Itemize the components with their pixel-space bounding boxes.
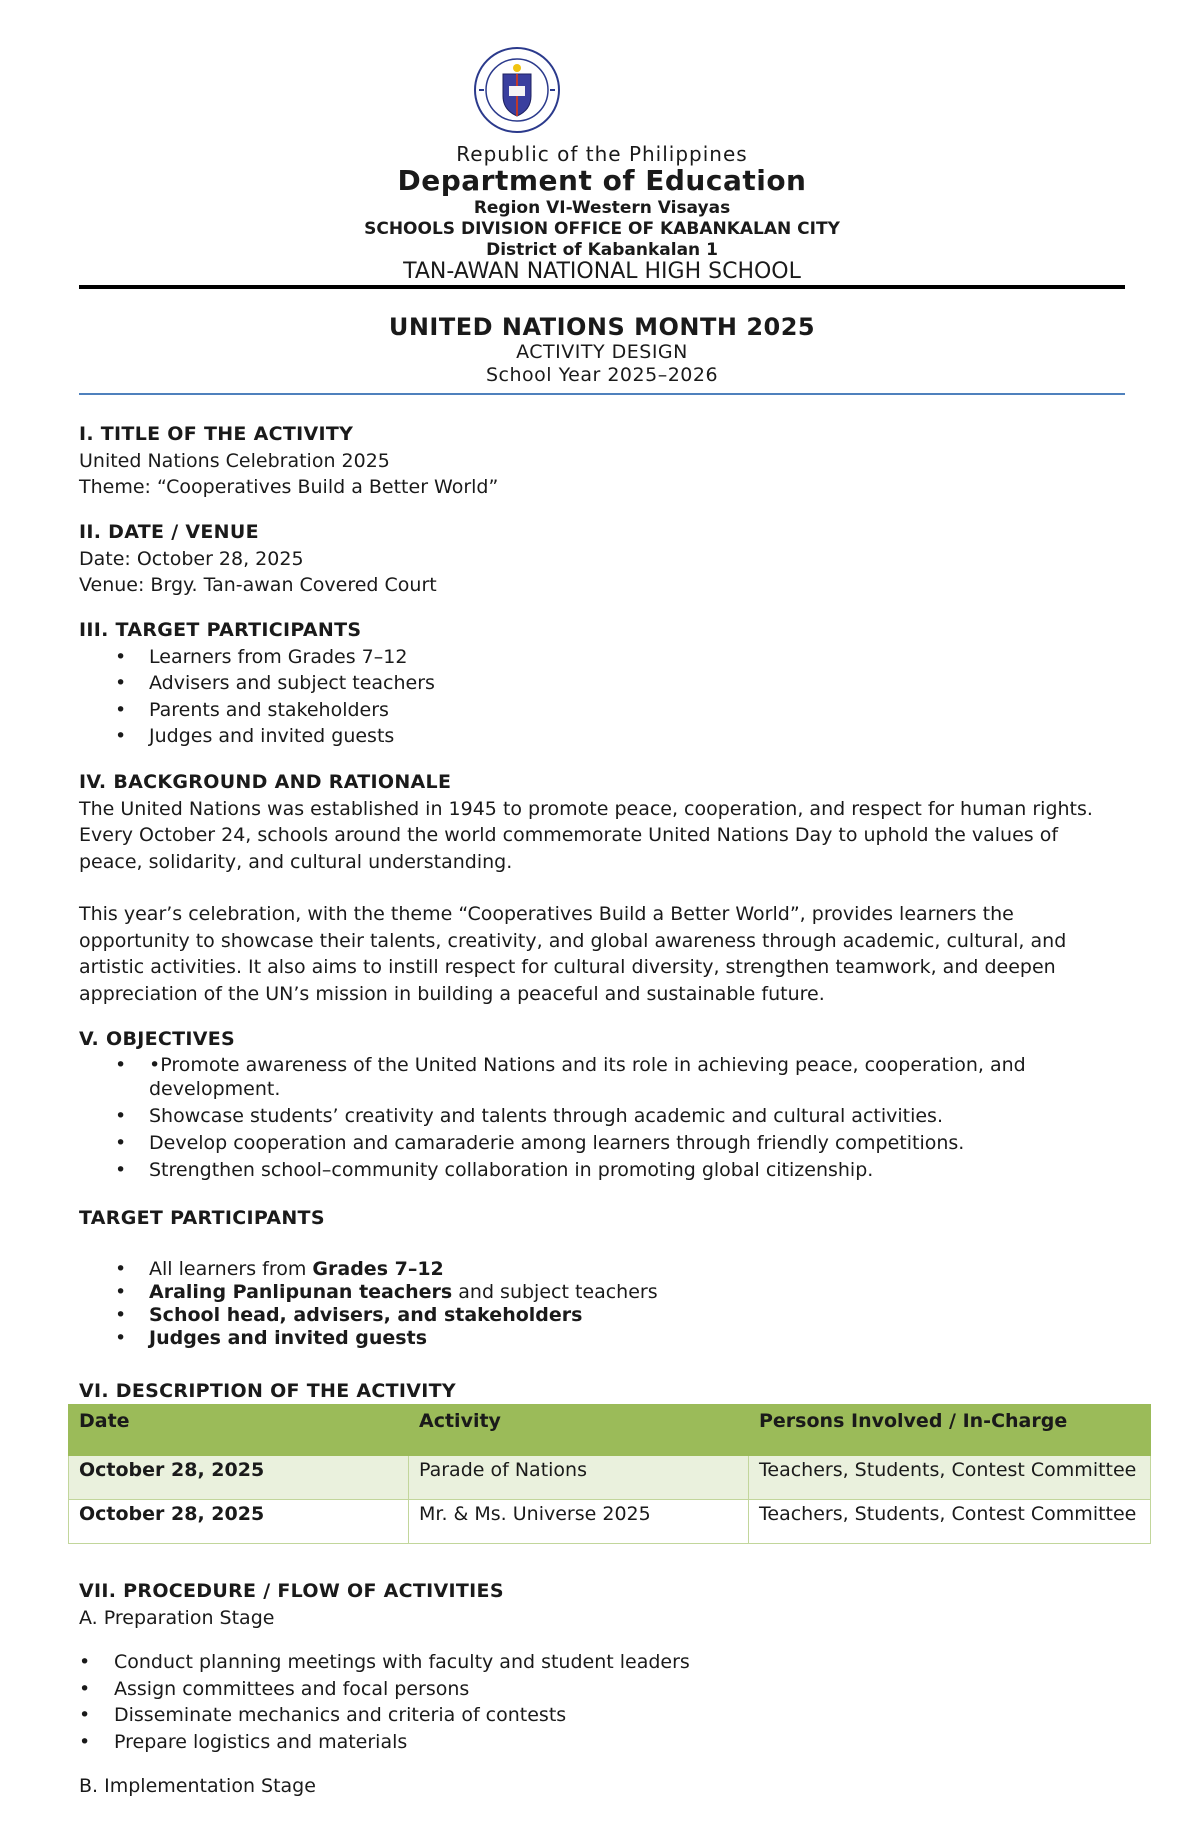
cell-persons: Teachers, Students, Contest Committee: [749, 1456, 1151, 1500]
list-item: • Learners from Grades 7–12: [79, 644, 1125, 671]
stage-a-label: A. Preparation Stage: [79, 1606, 275, 1629]
list-item: • All learners from Grades 7–12: [79, 1258, 1125, 1281]
header-division: SCHOOLS DIVISION OFFICE OF KABANKALAN CITY: [364, 219, 840, 239]
header-school: TAN-AWAN NATIONAL HIGH SCHOOL: [403, 259, 801, 284]
header-district: District of Kabankalan 1: [486, 240, 718, 260]
section-background-rationale: [79, 769, 1125, 1007]
list-item: • Prepare logistics and materials: [79, 1729, 1125, 1756]
list-item: • Araling Panlipunan teachers and subject teachers: [79, 1281, 1125, 1304]
objectives-list: [79, 1053, 1125, 1182]
activity-theme: Theme: “Cooperatives Build a Better World”: [79, 476, 499, 498]
section-heading: III. TARGET PARTICIPANTS: [79, 619, 362, 641]
list-item: • Strengthen school–community collaboration in promoting global citizenship.: [79, 1158, 1125, 1182]
deped-seal-logo: [473, 46, 561, 134]
column-header-date: Date: [69, 1405, 409, 1456]
section-target-participants-2: [79, 1205, 1125, 1350]
list-item: • •Promote awareness of the United Nations and its role in achieving peace, cooperation, and development.: [79, 1053, 1125, 1101]
section-heading: VII. PROCEDURE / FLOW OF ACTIVITIES: [79, 1580, 504, 1602]
section-date-venue: [79, 519, 1125, 599]
list-item: • Judges and invited guests: [79, 1327, 1125, 1350]
cell-date: October 28, 2025: [69, 1500, 409, 1544]
list-item: • Showcase students’ creativity and talents through academic and cultural activities.: [79, 1104, 1125, 1128]
activity-name: United Nations Celebration 2025: [79, 449, 390, 472]
preparation-list: [79, 1649, 1125, 1755]
cell-persons: Teachers, Students, Contest Committee: [749, 1500, 1151, 1544]
list-item: • School head, advisers, and stakeholders: [79, 1304, 1125, 1327]
activity-date: Date: October 28, 2025: [79, 547, 304, 570]
table-row: [69, 1456, 1151, 1500]
section-heading: V. OBJECTIVES: [79, 1028, 236, 1050]
section-objectives: [79, 1026, 1125, 1182]
list-item: • Conduct planning meetings with faculty and student leaders: [79, 1649, 1125, 1676]
list-item: • Disseminate mechanics and criteria of contests: [79, 1702, 1125, 1729]
list-item: • Advisers and subject teachers: [79, 670, 1125, 697]
section-target-participants: [79, 617, 1125, 750]
header-republic: Republic of the Philippines: [456, 142, 748, 166]
document-title: UNITED NATIONS MONTH 2025: [388, 313, 816, 341]
section-heading: I. TITLE OF THE ACTIVITY: [79, 423, 354, 445]
section-heading: II. DATE / VENUE: [79, 521, 259, 543]
background-paragraph-2: This year’s celebration, with the theme “Cooperatives Build a Better World”, provides learners the opportunity to showcase their talents, creativity, and global awareness through academic, cultural, and artistic activities. It also aims to instill respect for cultural diversity, strengthen teamwork, and deepen appreciation of the UN’s mission in building a peaceful and sustainable future.: [79, 903, 1067, 1005]
participants-list: [79, 644, 1125, 750]
table-row: [69, 1500, 1151, 1544]
table-header-row: [69, 1405, 1151, 1456]
header-region: Region VI-Western Visayas: [473, 198, 731, 218]
stage-b-label: B. Implementation Stage: [79, 1775, 316, 1797]
activity-table: [68, 1404, 1151, 1544]
section-heading: VI. DESCRIPTION OF THE ACTIVITY: [79, 1380, 456, 1402]
section-title-of-activity: [79, 421, 1125, 501]
list-item: • Parents and stakeholders: [79, 697, 1125, 724]
cell-activity: Parade of Nations: [409, 1456, 749, 1500]
activity-venue: Venue: Brgy. Tan-awan Covered Court: [79, 574, 437, 596]
header-divider: [79, 285, 1125, 289]
column-header-persons: Persons Involved / In-Charge: [749, 1405, 1151, 1456]
header-department: Department of Education: [397, 164, 807, 197]
list-item: • Judges and invited guests: [79, 723, 1125, 750]
document-subtitle: ACTIVITY DESIGN: [516, 341, 688, 363]
section-heading: TARGET PARTICIPANTS: [79, 1207, 325, 1229]
column-header-activity: Activity: [409, 1405, 749, 1456]
title-divider: [79, 393, 1125, 395]
cell-date: October 28, 2025: [69, 1456, 409, 1500]
section-heading: IV. BACKGROUND AND RATIONALE: [79, 771, 452, 793]
list-item: • Assign committees and focal persons: [79, 1676, 1125, 1703]
section-procedure: [79, 1578, 1125, 1800]
school-year: School Year 2025–2026: [485, 364, 719, 386]
section-description: [79, 1378, 1125, 1405]
list-item: • Develop cooperation and camaraderie among learners through friendly competitions.: [79, 1131, 1125, 1155]
cell-activity: Mr. & Ms. Universe 2025: [409, 1500, 749, 1544]
participants-list-2: [79, 1258, 1125, 1350]
background-paragraph-1: The United Nations was established in 1945 to promote peace, cooperation, and respect for human rights. Every October 24, schools around the world commemorate United Nations Day to uphold the values of peace, solidarity, and cultural understanding.: [79, 797, 1093, 873]
